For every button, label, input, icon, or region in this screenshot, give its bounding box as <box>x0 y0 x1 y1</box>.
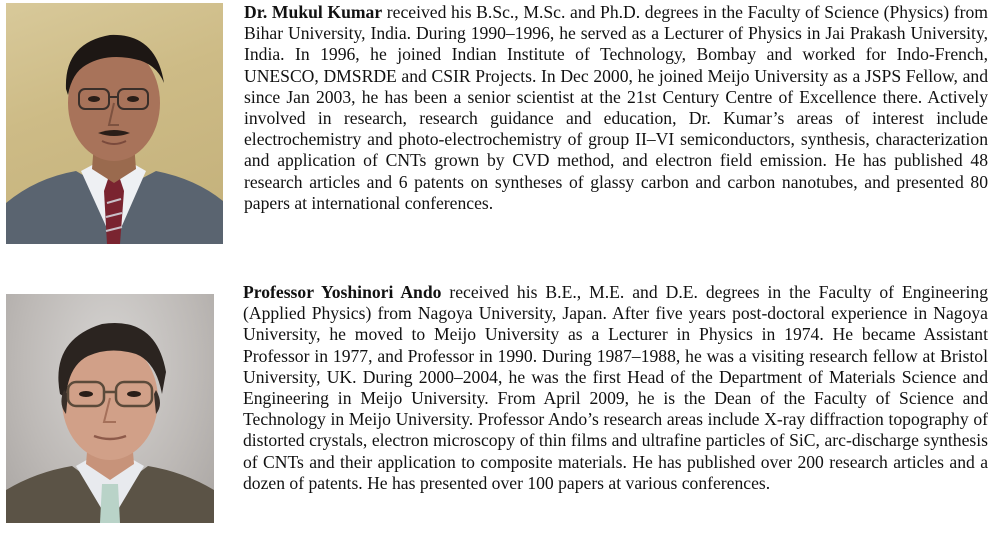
bio-text-kumar <box>244 2 988 214</box>
portrait-photo-kumar <box>6 3 223 244</box>
portrait-photo-ando <box>6 294 214 523</box>
bio-body-kumar: received his B.Sc., M.Sc. and Ph.D. degrees in the Faculty of Science (Physics) from Bihar University, India. During 1990–1996, he served as a Lecturer of Physics in Jai Prakash University, India. In 1996, he joined Indian Institute of Technology, Bombay and worked for Indo-French, UNESCO, DMSRDE and CSIR Projects. In Dec 2000, he joined Meijo University as a JSPS Fellow, and since Jan 2003, he has been a senior scientist at the 21st Century Centre of Excellence there. Actively involved in research, research guidance and education, Dr. Kumar’s areas of interest include electrochemistry and photo-electrochemistry of group II–VI semiconductors, synthesis, characterization and application of CNTs grown by CVD method, and electron field emission. He has published 48 research articles and 6 patents on syntheses of glassy carbon and carbon nanotubes, and presented 80 papers at international conferences. <box>244 2 988 213</box>
bio-body-ando: received his B.E., M.E. and D.E. degrees in the Faculty of Engineering (Applied Physics) from Nagoya University, Japan. After five years post-doctoral experience in Nagoya University, he moved to Meijo University as a Lecturer in Physics in 1974. He became Assistant Professor in 1977, and Professor in 1990. During 1987–1988, he was a visiting research fellow at Bristol University, UK. During 2000–2004, he was the first Head of the Department of Materials Science and Engineering in Meijo University. From April 2009, he is the Dean of the Faculty of Science and Technology in Meijo University. Professor Ando’s research areas include X-ray diffraction topography of distorted crystals, electron microscopy of thin films and ultrafine particles of SiC, arc-discharge synthesis of CNTs and their application to composite materials. He has published over 200 research articles and a dozen of patents. He has presented over 100 papers at various conferences. <box>243 282 988 493</box>
bio-entry-kumar <box>0 2 994 264</box>
bio-text-ando <box>243 282 988 494</box>
bio-name-ando: Professor Yoshinori Ando <box>243 282 442 302</box>
bio-entry-ando <box>0 282 994 544</box>
bio-name-kumar: Dr. Mukul Kumar <box>244 2 383 22</box>
